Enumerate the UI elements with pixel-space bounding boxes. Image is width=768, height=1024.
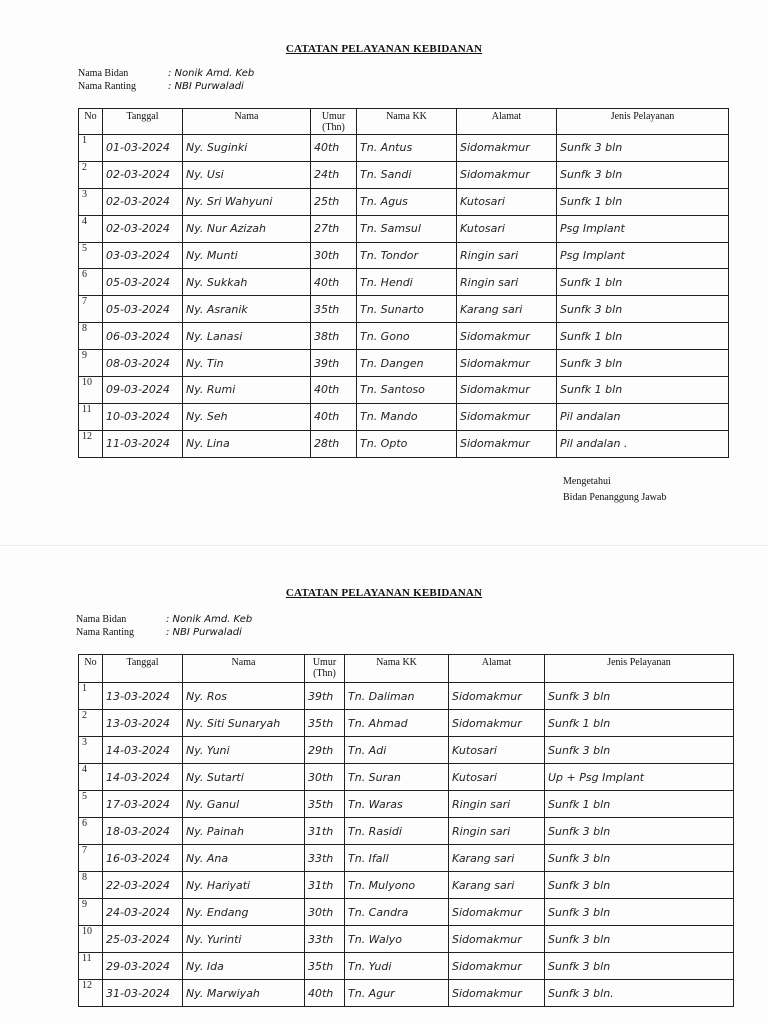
cell-jenis-pelayanan: Sunfk 3 bln xyxy=(557,296,729,323)
cell-jenis-pelayanan: Sunfk 3 bln xyxy=(545,683,734,710)
cell-umur: 38th xyxy=(311,323,357,350)
cell-alamat: Karang sari xyxy=(449,872,545,899)
header-jenis-pelayanan: Jenis Pelayanan xyxy=(545,655,734,683)
cell-tanggal: 05-03-2024 xyxy=(103,269,183,296)
cell-nama: Ny. Ana xyxy=(183,845,305,872)
cell-umur: 33th xyxy=(305,845,345,872)
cell-nama-kk: Tn. Samsul xyxy=(357,215,457,242)
header-umur: Umur (Thn) xyxy=(311,109,357,135)
cell-umur: 27th xyxy=(311,215,357,242)
cell-alamat: Ringin sari xyxy=(457,269,557,296)
cell-umur: 31th xyxy=(305,818,345,845)
cell-alamat: Kutosari xyxy=(449,764,545,791)
nama-bidan-label: Nama Bidan xyxy=(76,614,127,625)
cell-tanggal: 13-03-2024 xyxy=(103,683,183,710)
cell-alamat: Ringin sari xyxy=(449,818,545,845)
cell-umur: 39th xyxy=(305,683,345,710)
cell-tanggal: 14-03-2024 xyxy=(103,737,183,764)
table-row xyxy=(79,135,729,162)
cell-umur: 35th xyxy=(305,953,345,980)
cell-no: 2 xyxy=(79,161,103,188)
cell-umur: 40th xyxy=(311,377,357,404)
header-nama: Nama xyxy=(183,655,305,683)
cell-no: 3 xyxy=(79,737,103,764)
cell-umur: 40th xyxy=(311,135,357,162)
cell-alamat: Kutosari xyxy=(457,188,557,215)
cell-umur: 30th xyxy=(305,764,345,791)
nama-ranting-label: Nama Ranting xyxy=(76,627,135,638)
table-row xyxy=(79,161,729,188)
header-nama-kk: Nama KK xyxy=(345,655,449,683)
cell-nama-kk: Tn. Mando xyxy=(357,403,457,430)
nama-ranting-value: : NBI Purwaladi xyxy=(168,81,244,92)
nama-bidan-label: Nama Bidan xyxy=(78,68,129,79)
cell-tanggal: 02-03-2024 xyxy=(103,215,183,242)
cell-jenis-pelayanan: Psg Implant xyxy=(557,242,729,269)
header-tanggal: Tanggal xyxy=(103,109,183,135)
cell-no: 8 xyxy=(79,323,103,350)
cell-jenis-pelayanan: Psg Implant xyxy=(557,215,729,242)
cell-alamat: Sidomakmur xyxy=(457,403,557,430)
cell-umur: 24th xyxy=(311,161,357,188)
sign-bidan-penanggung-jawab: Bidan Penanggung Jawab xyxy=(563,492,667,503)
cell-nama-kk: Tn. Daliman xyxy=(345,683,449,710)
cell-umur: 40th xyxy=(311,403,357,430)
table-row xyxy=(79,188,729,215)
cell-jenis-pelayanan: Sunfk 1 bln xyxy=(557,188,729,215)
cell-alamat: Sidomakmur xyxy=(457,350,557,377)
cell-nama-kk: Tn. Agus xyxy=(357,188,457,215)
table-row xyxy=(79,403,729,430)
cell-alamat: Kutosari xyxy=(449,737,545,764)
cell-nama: Ny. Sri Wahyuni xyxy=(183,188,311,215)
cell-no: 6 xyxy=(79,269,103,296)
cell-tanggal: 13-03-2024 xyxy=(103,710,183,737)
cell-umur: 35th xyxy=(311,296,357,323)
cell-jenis-pelayanan: Sunfk 1 bln xyxy=(557,269,729,296)
cell-jenis-pelayanan: Sunfk 3 bln xyxy=(545,899,734,926)
cell-nama-kk: Tn. Walyo xyxy=(345,926,449,953)
table-row xyxy=(79,791,734,818)
cell-nama: Ny. Seh xyxy=(183,403,311,430)
cell-alamat: Sidomakmur xyxy=(449,683,545,710)
table-row xyxy=(79,323,729,350)
nama-ranting-value: : NBI Purwaladi xyxy=(166,627,242,638)
cell-alamat: Kutosari xyxy=(457,215,557,242)
cell-no: 10 xyxy=(79,377,103,404)
header-tanggal: Tanggal xyxy=(103,655,183,683)
cell-tanggal: 29-03-2024 xyxy=(103,953,183,980)
table-row xyxy=(79,430,729,457)
cell-tanggal: 09-03-2024 xyxy=(103,377,183,404)
cell-jenis-pelayanan: Sunfk 3 bln. xyxy=(545,980,734,1007)
cell-nama-kk: Tn. Antus xyxy=(357,135,457,162)
cell-nama-kk: Tn. Mulyono xyxy=(345,872,449,899)
table-row xyxy=(79,818,734,845)
document-title: CATATAN PELAYANAN KEBIDANAN xyxy=(285,43,483,55)
page-separator xyxy=(0,545,768,546)
cell-umur: 25th xyxy=(311,188,357,215)
table-row xyxy=(79,350,729,377)
cell-no: 6 xyxy=(79,818,103,845)
cell-jenis-pelayanan: Sunfk 1 bln xyxy=(557,323,729,350)
sign-mengetahui: Mengetahui xyxy=(563,476,611,487)
cell-alamat: Sidomakmur xyxy=(457,377,557,404)
cell-no: 5 xyxy=(79,791,103,818)
cell-tanggal: 01-03-2024 xyxy=(103,135,183,162)
cell-no: 2 xyxy=(79,710,103,737)
cell-nama: Ny. Yuni xyxy=(183,737,305,764)
cell-nama-kk: Tn. Yudi xyxy=(345,953,449,980)
document-meta xyxy=(76,613,252,639)
cell-alamat: Sidomakmur xyxy=(449,953,545,980)
cell-nama: Ny. Siti Sunaryah xyxy=(183,710,305,737)
table-row xyxy=(79,980,734,1007)
cell-no: 9 xyxy=(79,350,103,377)
cell-jenis-pelayanan: Sunfk 3 bln xyxy=(557,350,729,377)
cell-tanggal: 24-03-2024 xyxy=(103,899,183,926)
cell-nama-kk: Tn. Hendi xyxy=(357,269,457,296)
cell-umur: 39th xyxy=(311,350,357,377)
cell-no: 12 xyxy=(79,980,103,1007)
cell-nama-kk: Tn. Ifall xyxy=(345,845,449,872)
cell-no: 3 xyxy=(79,188,103,215)
table-row xyxy=(79,872,734,899)
table-row xyxy=(79,710,734,737)
cell-alamat: Sidomakmur xyxy=(457,323,557,350)
header-umur: Umur (Thn) xyxy=(305,655,345,683)
document-title: CATATAN PELAYANAN KEBIDANAN xyxy=(285,587,483,599)
cell-tanggal: 02-03-2024 xyxy=(103,188,183,215)
cell-no: 7 xyxy=(79,845,103,872)
cell-umur: 29th xyxy=(305,737,345,764)
cell-tanggal: 02-03-2024 xyxy=(103,161,183,188)
cell-umur: 31th xyxy=(305,872,345,899)
cell-no: 4 xyxy=(79,764,103,791)
cell-jenis-pelayanan: Sunfk 3 bln xyxy=(557,161,729,188)
service-table xyxy=(78,108,729,458)
cell-nama: Ny. Nur Azizah xyxy=(183,215,311,242)
signature-block xyxy=(563,474,666,506)
header-alamat: Alamat xyxy=(449,655,545,683)
cell-jenis-pelayanan: Sunfk 1 bln xyxy=(545,710,734,737)
cell-nama: Ny. Hariyati xyxy=(183,872,305,899)
cell-nama-kk: Tn. Tondor xyxy=(357,242,457,269)
cell-nama-kk: Tn. Dangen xyxy=(357,350,457,377)
cell-nama-kk: Tn. Suran xyxy=(345,764,449,791)
cell-tanggal: 17-03-2024 xyxy=(103,791,183,818)
cell-tanggal: 25-03-2024 xyxy=(103,926,183,953)
cell-tanggal: 14-03-2024 xyxy=(103,764,183,791)
cell-nama: Ny. Endang xyxy=(183,899,305,926)
table-row xyxy=(79,296,729,323)
cell-nama: Ny. Lina xyxy=(183,430,311,457)
cell-umur: 30th xyxy=(305,899,345,926)
header-jenis-pelayanan: Jenis Pelayanan xyxy=(557,109,729,135)
cell-jenis-pelayanan: Sunfk 3 bln xyxy=(545,737,734,764)
cell-nama-kk: Tn. Ahmad xyxy=(345,710,449,737)
cell-tanggal: 16-03-2024 xyxy=(103,845,183,872)
cell-umur: 30th xyxy=(311,242,357,269)
cell-tanggal: 18-03-2024 xyxy=(103,818,183,845)
cell-tanggal: 08-03-2024 xyxy=(103,350,183,377)
nama-bidan-value: : Nonik Amd. Keb xyxy=(166,614,253,625)
cell-tanggal: 22-03-2024 xyxy=(103,872,183,899)
cell-nama-kk: Tn. Rasidi xyxy=(345,818,449,845)
cell-nama: Ny. Painah xyxy=(183,818,305,845)
cell-no: 4 xyxy=(79,215,103,242)
cell-tanggal: 03-03-2024 xyxy=(103,242,183,269)
cell-nama-kk: Tn. Gono xyxy=(357,323,457,350)
cell-alamat: Sidomakmur xyxy=(457,430,557,457)
header-no: No xyxy=(79,655,103,683)
cell-no: 11 xyxy=(79,953,103,980)
cell-alamat: Ringin sari xyxy=(449,791,545,818)
cell-nama: Ny. Marwiyah xyxy=(183,980,305,1007)
cell-alamat: Sidomakmur xyxy=(457,135,557,162)
cell-alamat: Karang sari xyxy=(449,845,545,872)
header-nama: Nama xyxy=(183,109,311,135)
cell-alamat: Karang sari xyxy=(457,296,557,323)
cell-nama-kk: Tn. Agur xyxy=(345,980,449,1007)
cell-nama: Ny. Ganul xyxy=(183,791,305,818)
cell-nama: Ny. Rumi xyxy=(183,377,311,404)
cell-umur: 35th xyxy=(305,710,345,737)
cell-tanggal: 11-03-2024 xyxy=(103,430,183,457)
cell-nama: Ny. Munti xyxy=(183,242,311,269)
cell-no: 7 xyxy=(79,296,103,323)
table-row xyxy=(79,926,734,953)
cell-alamat: Ringin sari xyxy=(457,242,557,269)
cell-alamat: Sidomakmur xyxy=(449,980,545,1007)
table-row xyxy=(79,269,729,296)
cell-no: 9 xyxy=(79,899,103,926)
cell-no: 11 xyxy=(79,403,103,430)
cell-nama: Ny. Sukkah xyxy=(183,269,311,296)
cell-umur: 40th xyxy=(311,269,357,296)
cell-nama: Ny. Lanasi xyxy=(183,323,311,350)
cell-nama: Ny. Ros xyxy=(183,683,305,710)
document-meta xyxy=(78,67,254,93)
nama-ranting-label: Nama Ranting xyxy=(78,81,137,92)
cell-umur: 40th xyxy=(305,980,345,1007)
cell-no: 8 xyxy=(79,872,103,899)
cell-nama: Ny. Asranik xyxy=(183,296,311,323)
cell-nama: Ny. Sutarti xyxy=(183,764,305,791)
cell-jenis-pelayanan: Sunfk 3 bln xyxy=(545,872,734,899)
cell-tanggal: 31-03-2024 xyxy=(103,980,183,1007)
table-row xyxy=(79,953,734,980)
cell-nama-kk: Tn. Candra xyxy=(345,899,449,926)
cell-no: 10 xyxy=(79,926,103,953)
table-row xyxy=(79,377,729,404)
header-no: No xyxy=(79,109,103,135)
cell-tanggal: 06-03-2024 xyxy=(103,323,183,350)
cell-tanggal: 10-03-2024 xyxy=(103,403,183,430)
cell-nama-kk: Tn. Opto xyxy=(357,430,457,457)
cell-nama: Ny. Tin xyxy=(183,350,311,377)
cell-tanggal: 05-03-2024 xyxy=(103,296,183,323)
cell-nama: Ny. Usi xyxy=(183,161,311,188)
table-row xyxy=(79,845,734,872)
cell-umur: 33th xyxy=(305,926,345,953)
header-nama-kk: Nama KK xyxy=(357,109,457,135)
table-row xyxy=(79,683,734,710)
table-row xyxy=(79,764,734,791)
table-row xyxy=(79,242,729,269)
header-alamat: Alamat xyxy=(457,109,557,135)
cell-alamat: Sidomakmur xyxy=(457,161,557,188)
cell-jenis-pelayanan: Sunfk 3 bln xyxy=(545,953,734,980)
cell-nama-kk: Tn. Sandi xyxy=(357,161,457,188)
cell-nama-kk: Tn. Waras xyxy=(345,791,449,818)
cell-jenis-pelayanan: Up + Psg Implant xyxy=(545,764,734,791)
cell-jenis-pelayanan: Sunfk 1 bln xyxy=(557,377,729,404)
cell-jenis-pelayanan: Sunfk 3 bln xyxy=(545,926,734,953)
cell-jenis-pelayanan: Pil andalan xyxy=(557,403,729,430)
cell-nama-kk: Tn. Adi xyxy=(345,737,449,764)
cell-nama: Ny. Ida xyxy=(183,953,305,980)
cell-jenis-pelayanan: Sunfk 3 bln xyxy=(545,845,734,872)
cell-nama-kk: Tn. Sunarto xyxy=(357,296,457,323)
cell-nama: Ny. Suginki xyxy=(183,135,311,162)
cell-jenis-pelayanan: Sunfk 3 bln xyxy=(545,818,734,845)
table-row xyxy=(79,215,729,242)
cell-no: 1 xyxy=(79,683,103,710)
cell-no: 1 xyxy=(79,135,103,162)
cell-umur: 35th xyxy=(305,791,345,818)
cell-no: 5 xyxy=(79,242,103,269)
cell-jenis-pelayanan: Sunfk 3 bln xyxy=(557,135,729,162)
cell-no: 12 xyxy=(79,430,103,457)
cell-jenis-pelayanan: Pil andalan . xyxy=(557,430,729,457)
table-row xyxy=(79,899,734,926)
table-row xyxy=(79,737,734,764)
cell-alamat: Sidomakmur xyxy=(449,926,545,953)
cell-jenis-pelayanan: Sunfk 1 bln xyxy=(545,791,734,818)
cell-nama-kk: Tn. Santoso xyxy=(357,377,457,404)
cell-nama: Ny. Yurinti xyxy=(183,926,305,953)
cell-umur: 28th xyxy=(311,430,357,457)
nama-bidan-value: : Nonik Amd. Keb xyxy=(168,68,255,79)
cell-alamat: Sidomakmur xyxy=(449,710,545,737)
cell-alamat: Sidomakmur xyxy=(449,899,545,926)
service-table xyxy=(78,654,734,1007)
